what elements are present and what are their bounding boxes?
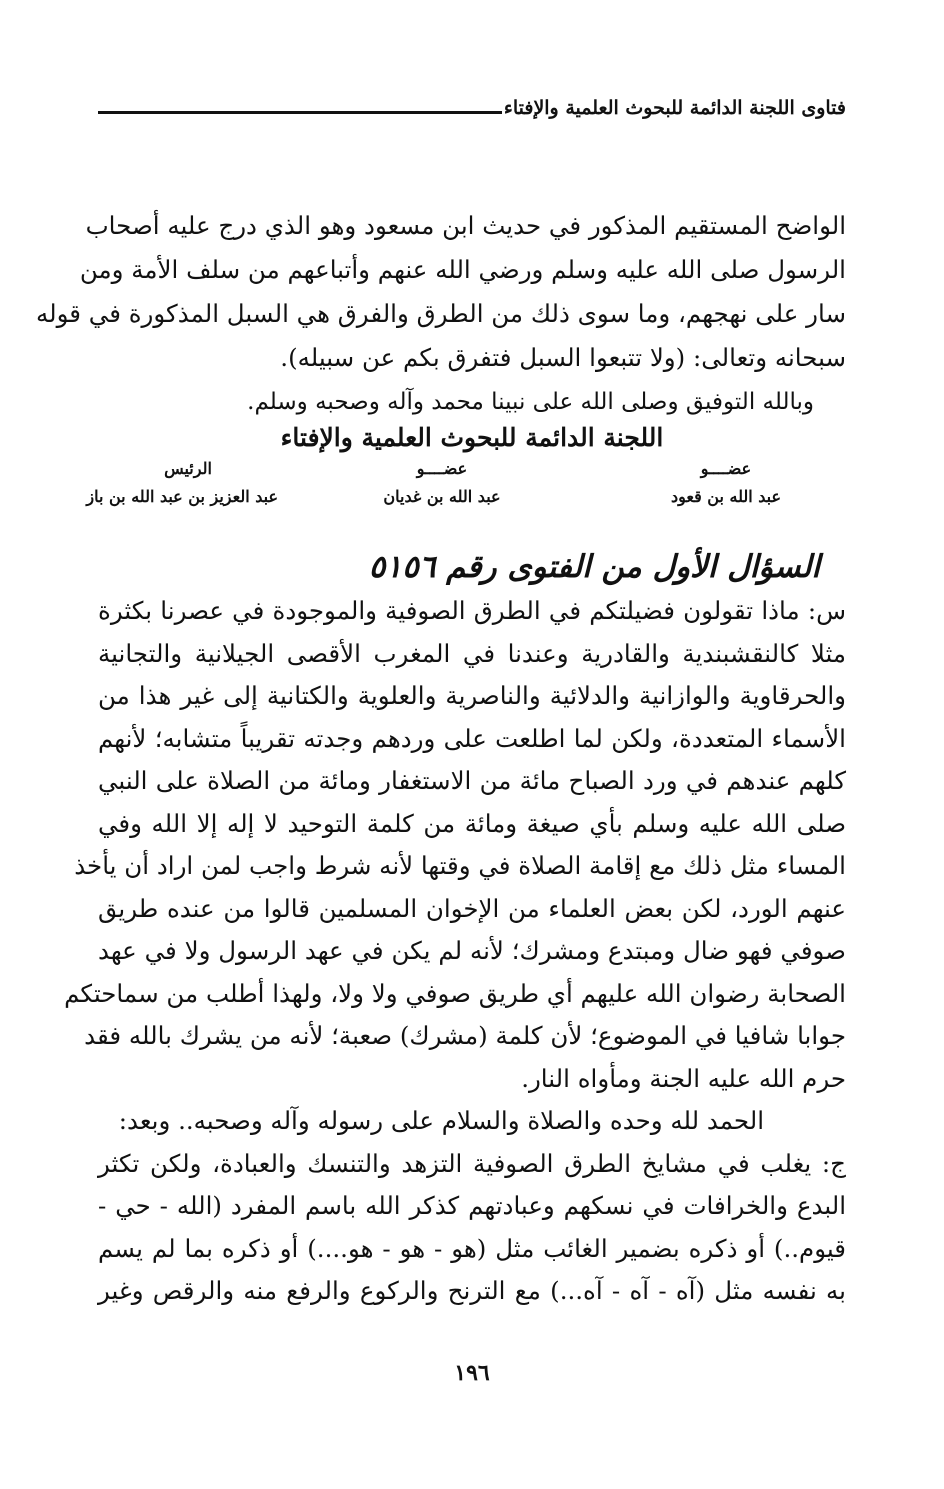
- signature-roles: [98, 459, 846, 478]
- committee-name: اللجنة الدائمة للبحوث العلمية والإفتاء: [280, 423, 664, 452]
- paragraph-line: الواضح المستقيم المذكور في حديث ابن مسعود وهو الذي درج عليه أصحاب: [85, 211, 846, 240]
- paragraph-line: سار على نهجهم، وما سوى ذلك من الطرق والفرق هي السبل المذكورة في قوله: [36, 299, 846, 328]
- question-heading: السؤال الأول من الفتوى رقم ٥١٥٦: [368, 549, 820, 585]
- paragraph-line: سبحانه وتعالى: (ولا تتبعوا السبل فتفرق بكم عن سبيله).: [280, 343, 846, 372]
- question-line: حرم الله عليه الجنة ومأواه النار.: [521, 1063, 846, 1093]
- signature-role: عضــــو: [700, 459, 752, 478]
- closing-line: وبالله التوفيق وصلى الله على نبينا محمد وآله وصحبه وسلم.: [247, 389, 814, 415]
- header-rule: [98, 111, 502, 114]
- question-line: س: ماذا تقولون فضيلتكم في الطرق الصوفية والموجودة في عصرنا بكثرة: [98, 596, 846, 625]
- question-line: مثلا كالنقشبندية والقادرية وعندنا في المغرب الأقصى الجيلانية والتجانية: [98, 638, 846, 668]
- question-line: الصحابة رضوان الله عليهم أي طريق صوفي ولا ولا، ولهذا أطلب من سماحتكم: [64, 978, 846, 1008]
- signature-name: عبد الله بن قعود: [670, 487, 782, 506]
- question-line: جوابا شافيا في الموضوع؛ لأن كلمة (مشرك) صعبة؛ لأنه من يشرك بالله فقد: [84, 1021, 846, 1050]
- answer-line: به نفسه مثل (آه - آه - آه...) مع الترنح والركوع والرفع منه والرقص وغير: [98, 1276, 846, 1305]
- answer-line: البدع والخرافات في نسكهم وعبادتهم كذكر الله باسم المفرد (الله - حي -: [98, 1191, 846, 1220]
- page-number: ١٩٦: [454, 1360, 490, 1386]
- signature-name: عبد العزيز بن عبد الله بن باز: [86, 487, 278, 506]
- paragraph-line: الرسول صلى الله عليه وسلم ورضي الله عنهم وأتباعهم من سلف الأمة ومن: [79, 255, 846, 284]
- signature-role: عضــــو: [416, 459, 468, 478]
- answer-line: ج: يغلب في مشايخ الطرق الصوفية التزهد والتنسك والعبادة، ولكن تكثر: [98, 1148, 846, 1178]
- signature-name: عبد الله بن غديان: [383, 487, 501, 506]
- signature-role: الرئيس: [164, 459, 212, 478]
- question-line: كلهم عندهم في ورد الصباح مائة من الاستغفار ومائة من الصلاة على النبي: [98, 766, 846, 795]
- paragraph-1: [36, 204, 846, 380]
- question-line: والحرقاوية والوازانية والدلائية والناصرية والعلوية والكتانية إلى غير هذا من: [98, 681, 846, 710]
- running-title: فتاوى اللجنة الدائمة للبحوث العلمية والإفتاء: [503, 97, 846, 119]
- running-head: [98, 84, 846, 118]
- question-line: صلى الله عليه وسلم بأي صيغة ومائة من كلمة التوحيد لا إله إلا الله وفي: [98, 808, 846, 838]
- question-line: عنهم الورد، لكن بعض العلماء من الإخوان المسلمين قالوا من عنده طريق: [98, 893, 846, 923]
- answer-line: قيوم..) أو ذكره بضمير الغائب مثل (هو - هو - هو....) أو ذكره بما لم يسم: [98, 1233, 846, 1263]
- praise-line: الحمد لله وحده والصلاة والسلام على رسوله وآله وصحبه.. وبعد:: [118, 1106, 764, 1135]
- question-line: صوفي فهو ضال ومبتدع ومشرك؛ لأنه لم يكن في عهد الرسول ولا في عهد: [98, 936, 846, 965]
- question-line: الأسماء المتعددة، ولكن لما اطلعت على وردهم وجدته تقريباً متشابه؛ لأنهم: [98, 723, 846, 753]
- question-answer-body: [64, 590, 846, 1313]
- signature-names: [86, 487, 846, 506]
- question-line: المساء مثل ذلك مع إقامة الصلاة في وقتها لأنه شرط واجب لمن اراد أن يأخذ: [74, 851, 846, 880]
